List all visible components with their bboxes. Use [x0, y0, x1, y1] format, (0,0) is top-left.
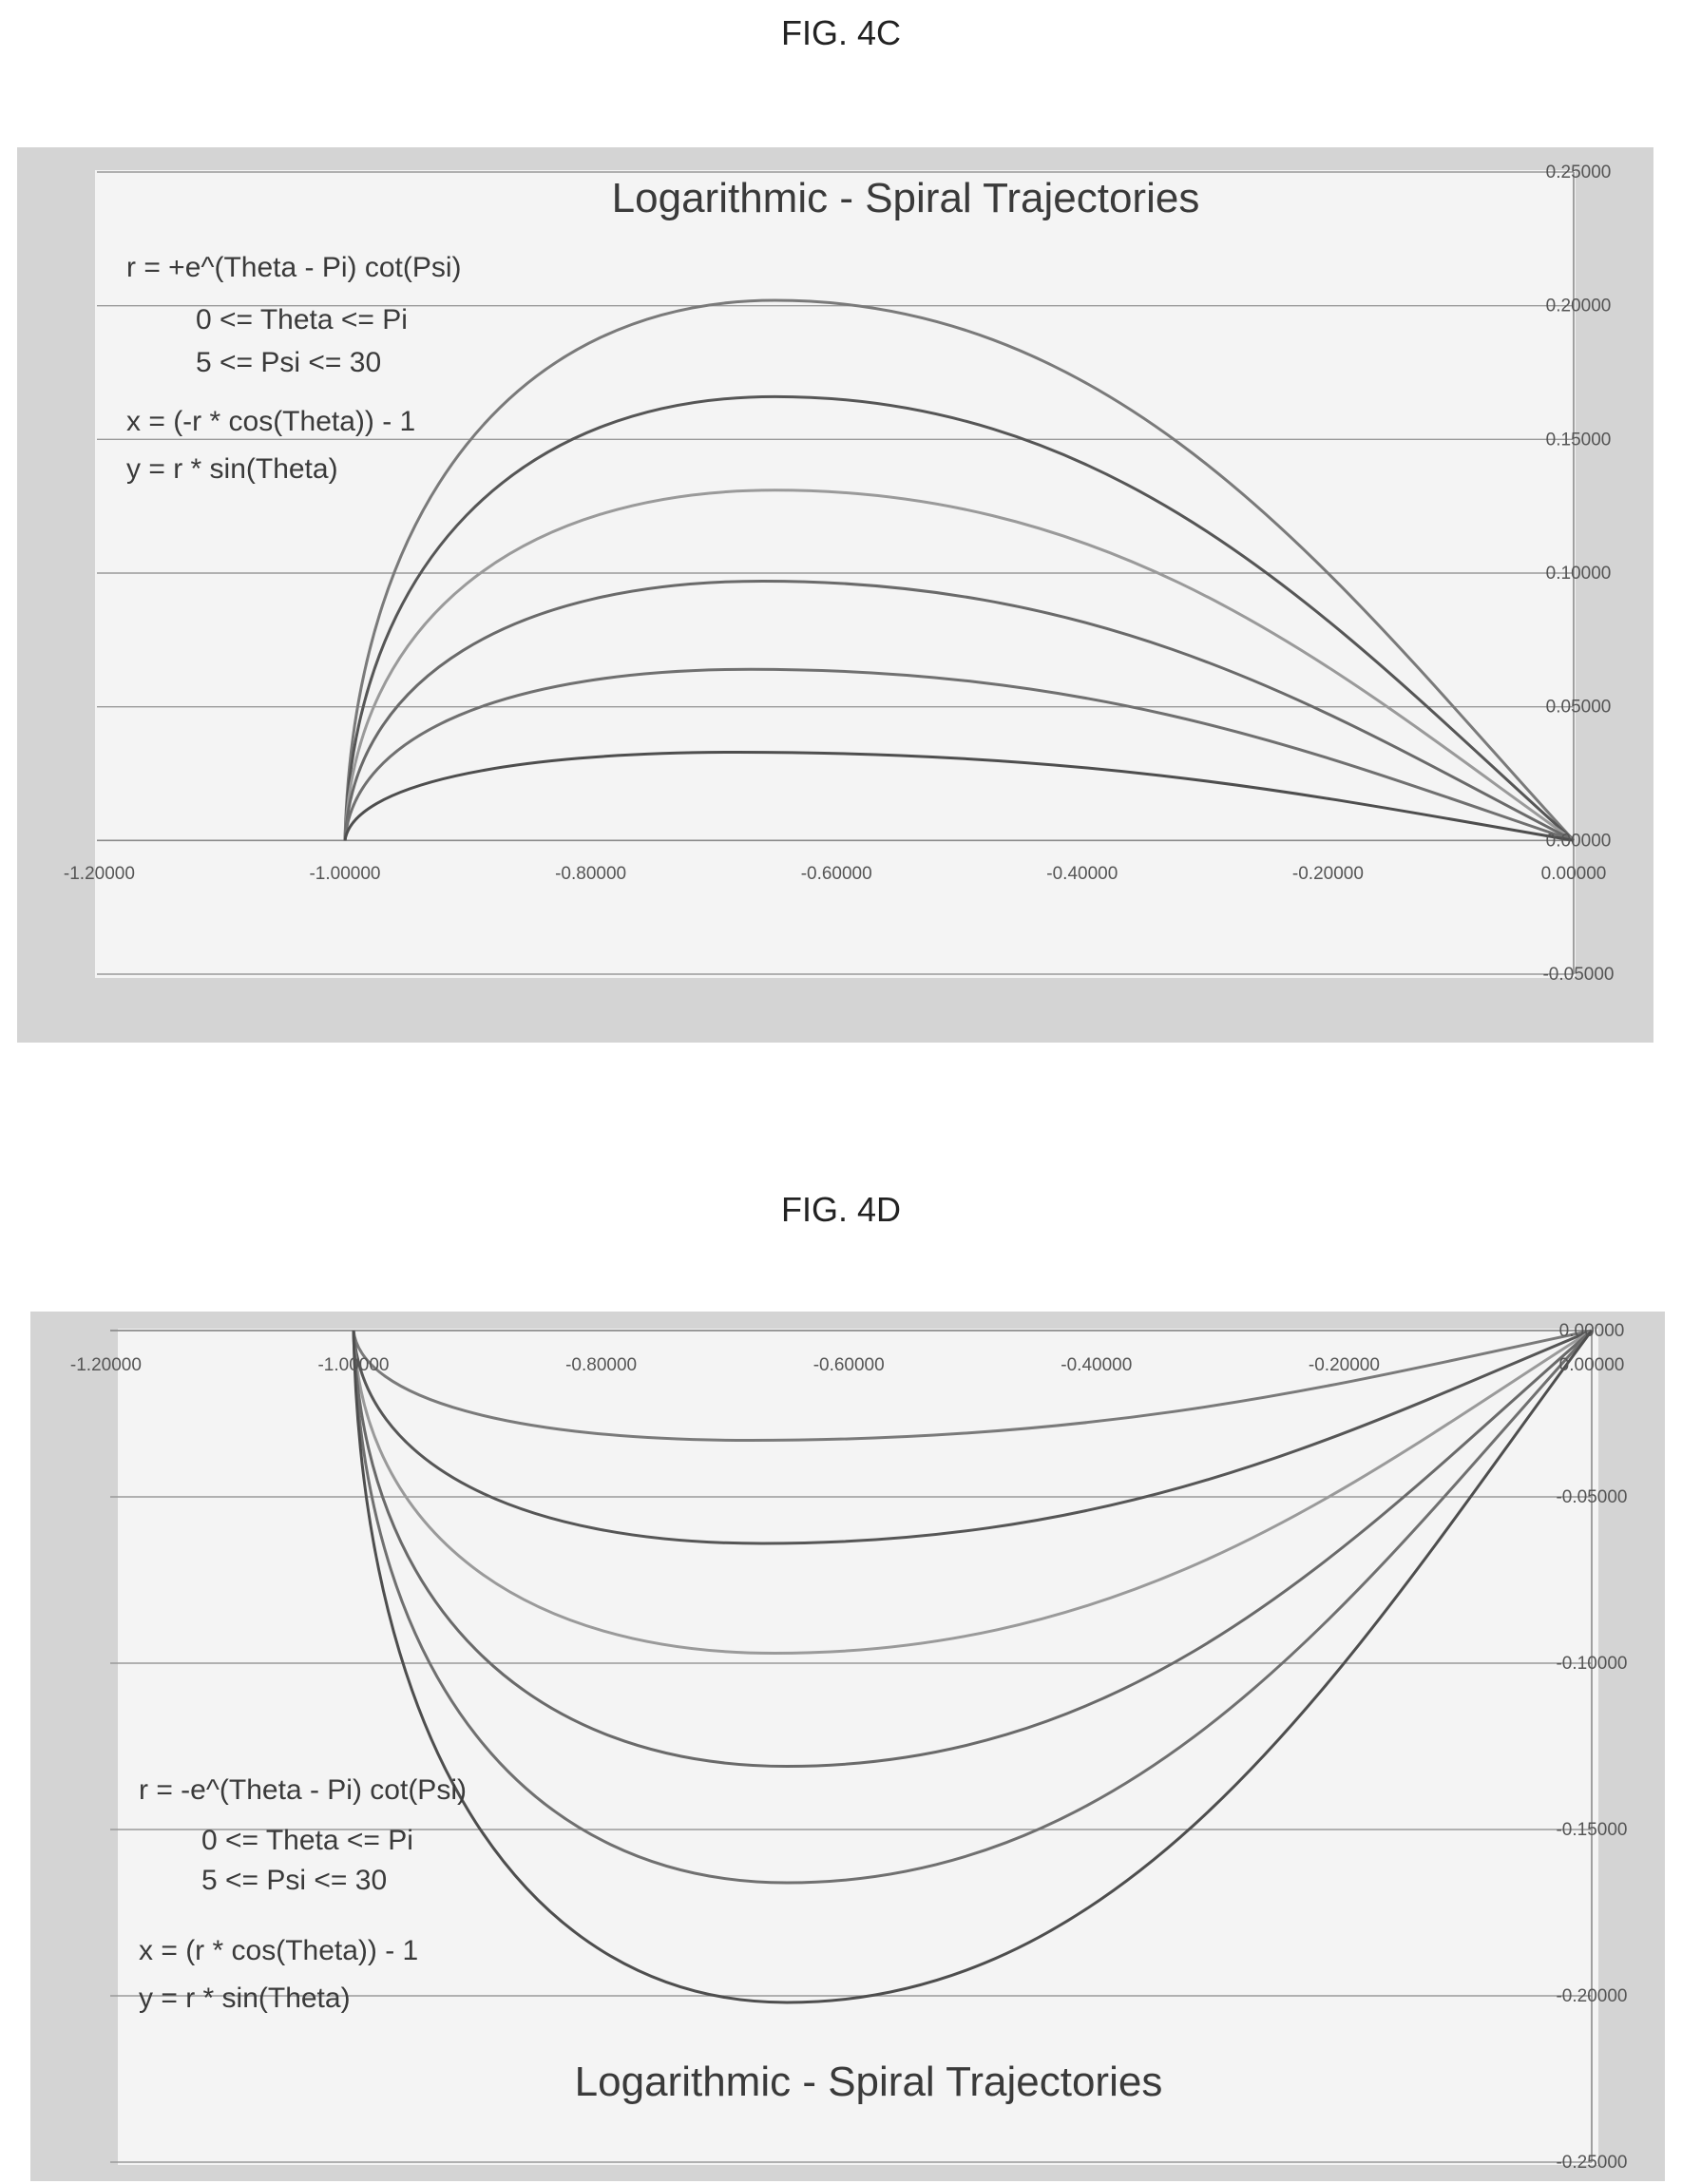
- chart-title: Logarithmic - Spiral Trajectories: [612, 175, 1200, 221]
- y-tick-label-2: -0.15000: [1556, 1820, 1627, 1840]
- chart-4d: [30, 1312, 1665, 2181]
- formula-theta-range: 0 <= Theta <= Pi: [201, 1825, 413, 1856]
- x-tick-label-0: -1.20000: [70, 1355, 142, 1375]
- formula-x: x = (-r * cos(Theta)) - 1: [126, 406, 415, 437]
- y-tick-label-1: -0.20000: [1556, 1986, 1627, 2006]
- y-tick-label-3: -0.10000: [1556, 1654, 1627, 1674]
- y-tick-label-5: 0.20000: [1546, 297, 1612, 316]
- y-tick-label-6: 0.25000: [1546, 163, 1612, 182]
- x-tick-label-6: 0.00000: [1559, 1355, 1625, 1375]
- x-tick-label-2: -0.80000: [555, 864, 626, 884]
- x-tick-label-6: 0.00000: [1541, 864, 1607, 884]
- formula-psi-range: 5 <= Psi <= 30: [196, 347, 381, 378]
- formula-r: r = +e^(Theta - Pi) cot(Psi): [126, 252, 462, 283]
- x-tick-label-0: -1.20000: [64, 864, 135, 884]
- plot-area: [95, 170, 1576, 978]
- x-tick-label-4: -0.40000: [1046, 864, 1118, 884]
- y-tick-label-4: -0.05000: [1556, 1487, 1627, 1507]
- x-tick-label-1: -1.00000: [317, 1355, 389, 1375]
- x-tick-label-5: -0.20000: [1292, 864, 1364, 884]
- formula-y: y = r * sin(Theta): [139, 1983, 351, 2014]
- figure-4d-label: FIG. 4D: [0, 1190, 1682, 1230]
- formula-r: r = -e^(Theta - Pi) cot(Psi): [139, 1774, 467, 1806]
- formula-theta-range: 0 <= Theta <= Pi: [196, 304, 408, 335]
- x-tick-label-4: -0.40000: [1061, 1355, 1132, 1375]
- chart-title: Logarithmic - Spiral Trajectories: [575, 2059, 1163, 2105]
- formula-y: y = r * sin(Theta): [126, 453, 338, 485]
- y-tick-label-3: 0.10000: [1546, 564, 1612, 584]
- x-tick-label-2: -0.80000: [565, 1355, 637, 1375]
- chart-panel-4d: [30, 1312, 1665, 2181]
- y-tick-label-5: 0.00000: [1559, 1321, 1625, 1341]
- chart-4c: [17, 147, 1653, 1043]
- x-tick-label-3: -0.60000: [801, 864, 872, 884]
- x-tick-label-3: -0.60000: [813, 1355, 885, 1375]
- plot-area: [118, 1329, 1598, 2165]
- chart-panel-4c: [17, 147, 1653, 1043]
- y-tick-label-0: -0.05000: [1542, 965, 1614, 985]
- figure-4c-label: FIG. 4C: [0, 13, 1682, 53]
- y-tick-label-4: 0.15000: [1546, 430, 1612, 450]
- x-tick-label-5: -0.20000: [1309, 1355, 1380, 1375]
- y-tick-label-1: 0.00000: [1546, 831, 1612, 851]
- formula-x: x = (r * cos(Theta)) - 1: [139, 1935, 418, 1966]
- y-tick-label-2: 0.05000: [1546, 698, 1612, 718]
- y-tick-label-0: -0.25000: [1556, 2153, 1627, 2173]
- x-tick-label-1: -1.00000: [309, 864, 380, 884]
- formula-psi-range: 5 <= Psi <= 30: [201, 1865, 387, 1896]
